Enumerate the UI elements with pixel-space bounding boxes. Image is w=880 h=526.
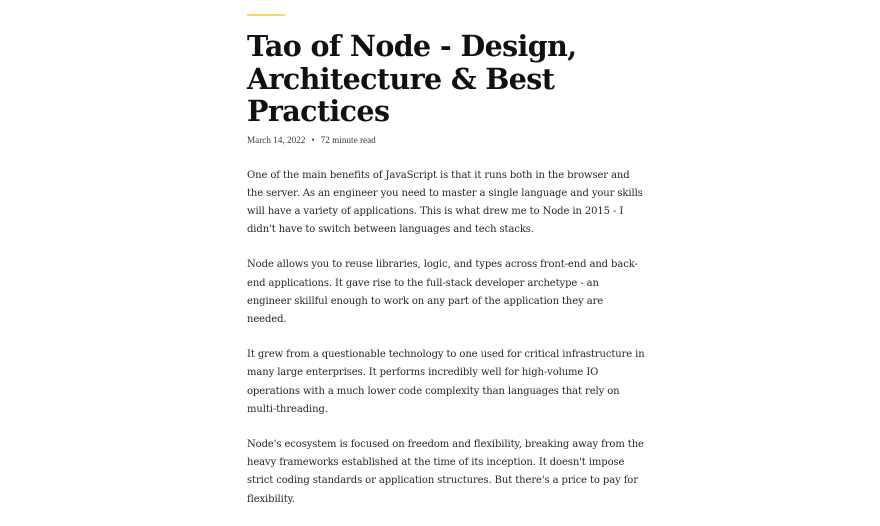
publish-date: March 14, 2022 [247,134,306,145]
meta-separator: • [311,134,315,145]
paragraph: Node's ecosystem is focused on freedom and flexibility, breaking away from the heavy frameworks established at the time of its inception. It doesn't impose strict coding standards or application structures. But there's a price to pay for flexibility. [247,438,644,505]
paragraph: One of the main benefits of JavaScript is that it runs both in the browser and the server. As an engineer you need to master a single language and your skills will have a variety of applications. This is what drew me to Node in 2015 - I didn't have to switch between languages and tech stacks. [247,169,643,236]
read-time: 72 minute read [320,134,376,145]
article-meta [247,133,642,147]
article-title: Tao of Node - Design, Architecture & Best Practices [247,29,577,128]
paragraph: Node allows you to reuse libraries, logic, and types across front-end and back-end applications. It gave rise to the full-stack developer archetype - an engineer skillful enough to work on any part of the application they are needed. [247,259,638,325]
article-body [247,167,645,509]
paragraph: It grew from a questionable technology to one used for critical infrastructure in many large enterprises. It performs incredibly well for high-volume IO operations with a much lower code complexity than languages that rely on multi-threading. [247,349,645,415]
article [247,0,645,526]
title-accent-bar [247,14,285,16]
